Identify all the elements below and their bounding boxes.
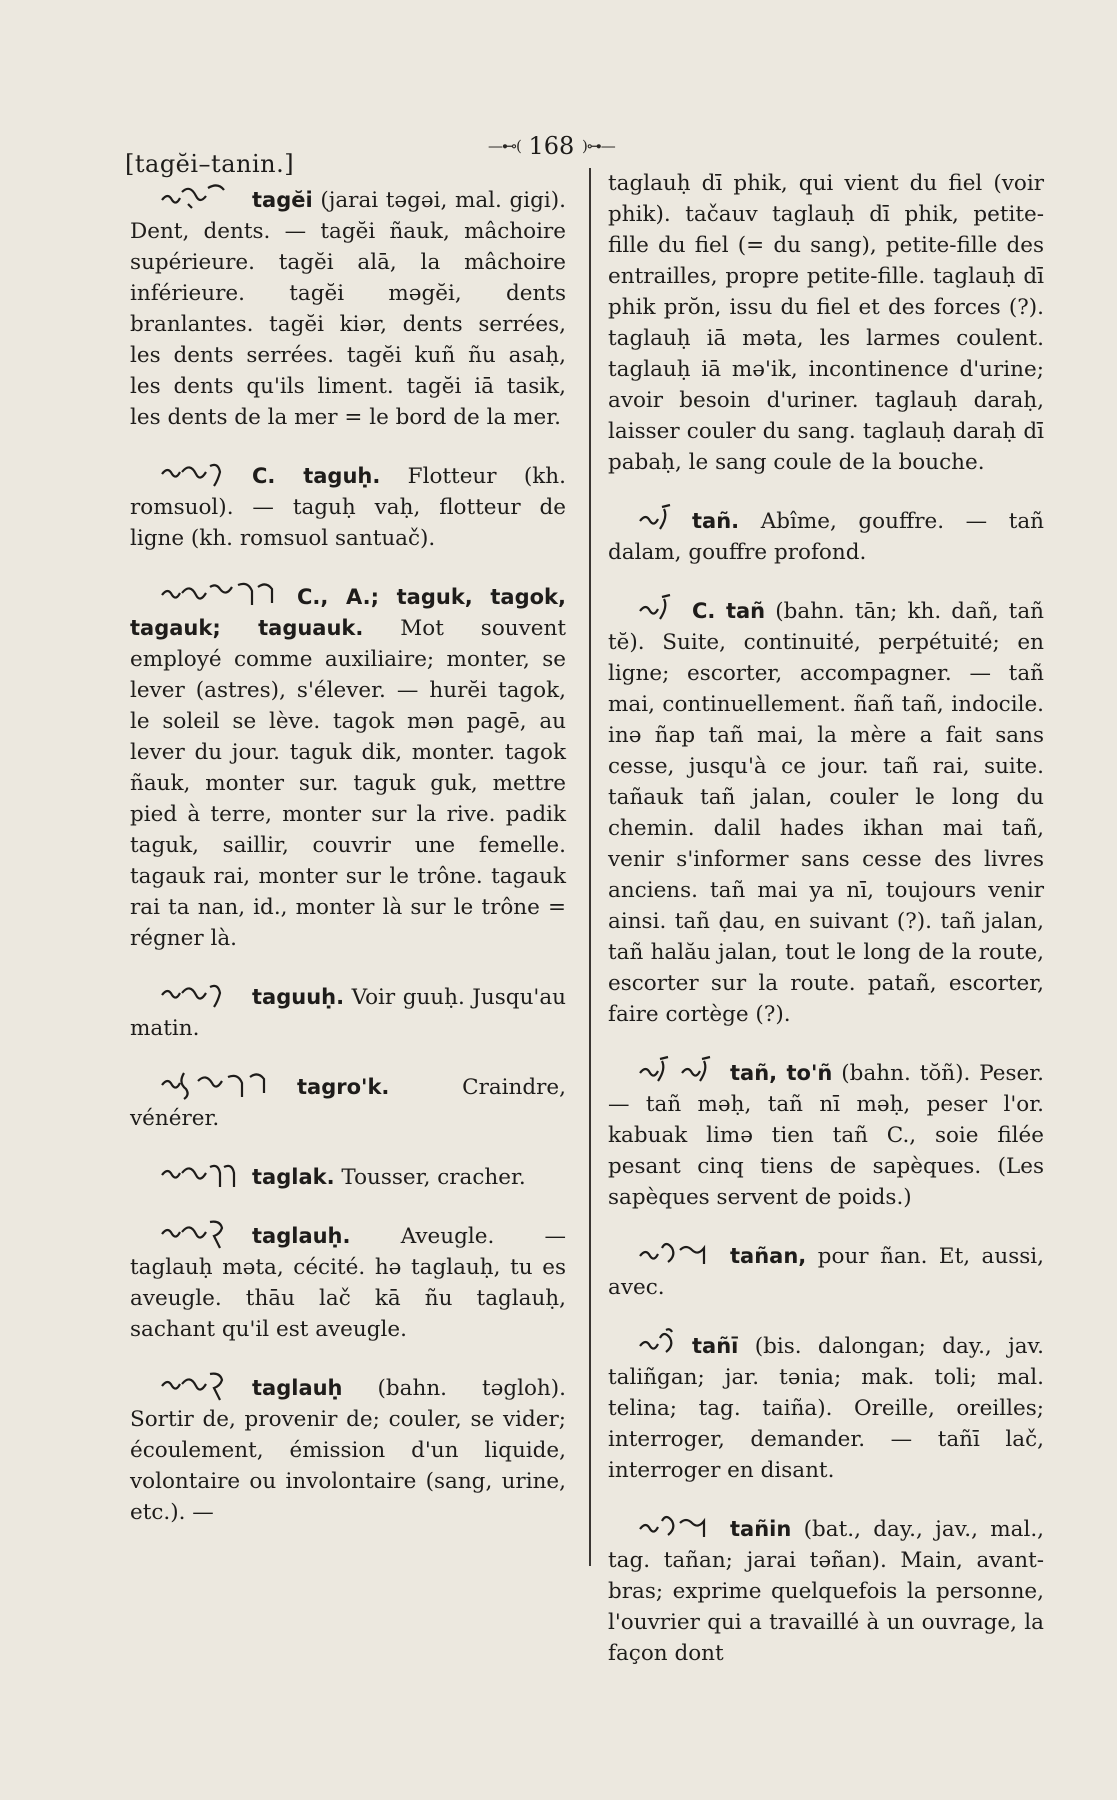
headword: tañ. bbox=[692, 509, 740, 533]
definition: Voir guuḥ. Jusqu'au matin. bbox=[130, 985, 566, 1041]
definition: Aveugle. — taglauḥ məta, cécité. hə taglauḥ, tu es aveugle. thāu lač kā ñu taglauḥ, sachant qu'il est aveugle. bbox=[130, 1224, 566, 1342]
headword: taguuḥ. bbox=[252, 985, 345, 1009]
definition: (bahn. tān; kh. dañ, tañ tĕ). Suite, continuité, perpétuité; en ligne; escorter, accompagner. — tañ mai, continuellement. ñañ tañ, indocile. inə ñap tañ mai, la mère a fait sans cesse, jusqu'à ce jour. tañ rai, suite. tañauk tañ jalan, couler le long du chemin. dalil hades ikhan mai tañ, venir s'informer sans cesse des livres anciens. tañ mai ya nī, toujours venir ainsi. tañ ḍau, en suivant (?). tañ jalan, tañ halău jalan, tout le long de la route, escorter sur la route. patañ, escorter, faire cortège (?). bbox=[608, 599, 1044, 1027]
ornament-right: )⊶— bbox=[581, 137, 615, 155]
definition: Mot souvent employé comme auxiliaire; monter, se lever (astres), s'élever. — hurĕi tagok, le soleil se lève. tagok mən pagē, au lever du jour. taguk dik, monter. tagok ñauk, monter sur. taguk guk, mettre pied à terre, monter sur la rive. padik taguk, saillir, couvrir une femelle. tagauk rai, monter sur le trône. tagauk rai ta nan, id., monter là sur le trône = régner là. bbox=[130, 616, 566, 951]
entry-tan-2 bbox=[608, 593, 1044, 1030]
entry-tagei bbox=[130, 182, 566, 433]
definition: (bahn. təgloh). Sortir de, provenir de; couler, se vider; écoulement, émission d'un liquide, volontaire ou involontaire (sang, urine, etc.). — bbox=[130, 1376, 566, 1525]
headword: tañin bbox=[730, 1517, 792, 1541]
cham-script-icon bbox=[636, 1328, 678, 1360]
cham-script-icon bbox=[158, 1218, 238, 1250]
definition: Flotteur (kh. romsuol). — taguḥ vaḥ, flotteur de ligne (kh. romsuol santuač). bbox=[130, 464, 566, 551]
definition: (bis. dalongan; day., jav. taliñgan; jar. tənia; mak. toli; mal. telina; tag. taiña). Oreille, oreilles; interroger, demander. — tañī lač, interroger en disant. bbox=[608, 1334, 1044, 1483]
cham-script-icon bbox=[158, 458, 238, 490]
cham-script-icon bbox=[158, 182, 238, 214]
entry-tagrok bbox=[130, 1069, 566, 1134]
headword: tañī bbox=[692, 1334, 739, 1358]
definition: (bahn. tŏñ). Peser. — tañ məḥ, tañ nī məḥ, peser l'or. kabuak limə tien tañ C., soie filée pesant cinq tiens de sapèques. (Les sapèques servent de poids.) bbox=[608, 1061, 1044, 1210]
cham-script-icon bbox=[636, 1238, 716, 1270]
cham-script-icon bbox=[158, 1069, 283, 1101]
headword: tañ, to'ñ bbox=[730, 1061, 833, 1085]
cham-script-icon bbox=[636, 1511, 716, 1543]
definition: Abîme, gouffre. — tañ dalam, gouffre profond. bbox=[608, 509, 1044, 565]
cham-script-icon bbox=[158, 979, 238, 1011]
headword: taglauḥ. bbox=[252, 1224, 351, 1248]
entry-taguk bbox=[130, 579, 566, 954]
headword: C. tañ bbox=[692, 599, 766, 623]
entry-tani bbox=[608, 1328, 1044, 1486]
cham-script-icon bbox=[158, 579, 283, 611]
definition: taglauḥ dī phik, qui vient du fiel (voir phik). tačauv taglauḥ dī phik, petite-fille du fiel (= du sang), petite-fille des entrailles, propre petite-fille. taglauḥ dī phik prŏn, issu du fiel et des forces (?). taglauḥ iā məta, les larmes coulent. taglauḥ iā mə'ik, incontinence d'urine; avoir besoin d'uriner. taglauḥ daraḥ, laisser couler du sang. taglauḥ daraḥ dī pabaḥ, le sang coule de la bouche. bbox=[608, 171, 1044, 475]
headword: C. taguḥ. bbox=[252, 464, 381, 488]
entry-tan-1 bbox=[608, 503, 1044, 568]
headword: tagĕi bbox=[252, 188, 313, 212]
definition: (jarai təgəi, mal. gigi). Dent, dents. — tagĕi ñauk, mâchoire supérieure. tagĕi alā, la mâchoire inférieure. tagĕi məgĕi, dents branlantes. tagĕi kiər, dents serrées, les dents serrées. tagĕi kuñ ñu asaḥ, les dents qu'ils liment. tagĕi iā tasik, les dents de la mer = le bord de la mer. bbox=[130, 188, 566, 430]
cham-script-icon bbox=[158, 1370, 238, 1402]
entry-tan-3 bbox=[608, 1055, 1044, 1213]
left-column bbox=[130, 182, 566, 1553]
headword: taglauḥ bbox=[252, 1376, 343, 1400]
entry-taguuh bbox=[130, 979, 566, 1044]
page-number: 168 bbox=[528, 132, 575, 160]
definition: (bat., day., jav., mal., tag. tañan; jarai təñan). Main, avant-bras; exprime quelquefois la personne, l'ouvrier qui a travaillé à un ouvrage, la façon dont bbox=[608, 1517, 1044, 1666]
page-number-line bbox=[488, 132, 615, 160]
definition: Craindre, vénérer. bbox=[130, 1075, 566, 1131]
entry-tanin bbox=[608, 1511, 1044, 1669]
cham-script-icon bbox=[636, 1055, 716, 1087]
headword: tañan, bbox=[730, 1244, 807, 1268]
cham-script-icon bbox=[636, 593, 678, 625]
definition: Tousser, cracher. bbox=[341, 1165, 526, 1190]
entry-taguh bbox=[130, 458, 566, 554]
definition: pour ñan. Et, aussi, avec. bbox=[608, 1244, 1044, 1300]
running-head: [tagĕi–tanin.] bbox=[125, 150, 295, 178]
headword: C., A.; taguk, tagok, tagauk; taguauk. bbox=[130, 585, 566, 640]
headword: taglak. bbox=[252, 1165, 335, 1189]
cham-script-icon bbox=[636, 503, 678, 535]
cham-script-icon bbox=[158, 1159, 238, 1191]
ornament-left: —⊷( bbox=[488, 137, 521, 155]
entry-taglauh-1 bbox=[130, 1218, 566, 1345]
entry-tanan bbox=[608, 1238, 1044, 1303]
headword: tagro'k. bbox=[297, 1075, 390, 1099]
entry-taglauh-2 bbox=[130, 1370, 566, 1528]
column-divider bbox=[589, 168, 591, 1566]
right-column bbox=[608, 168, 1044, 1694]
entry-taglak bbox=[130, 1159, 566, 1193]
entry-taglauh-continued bbox=[608, 168, 1044, 478]
